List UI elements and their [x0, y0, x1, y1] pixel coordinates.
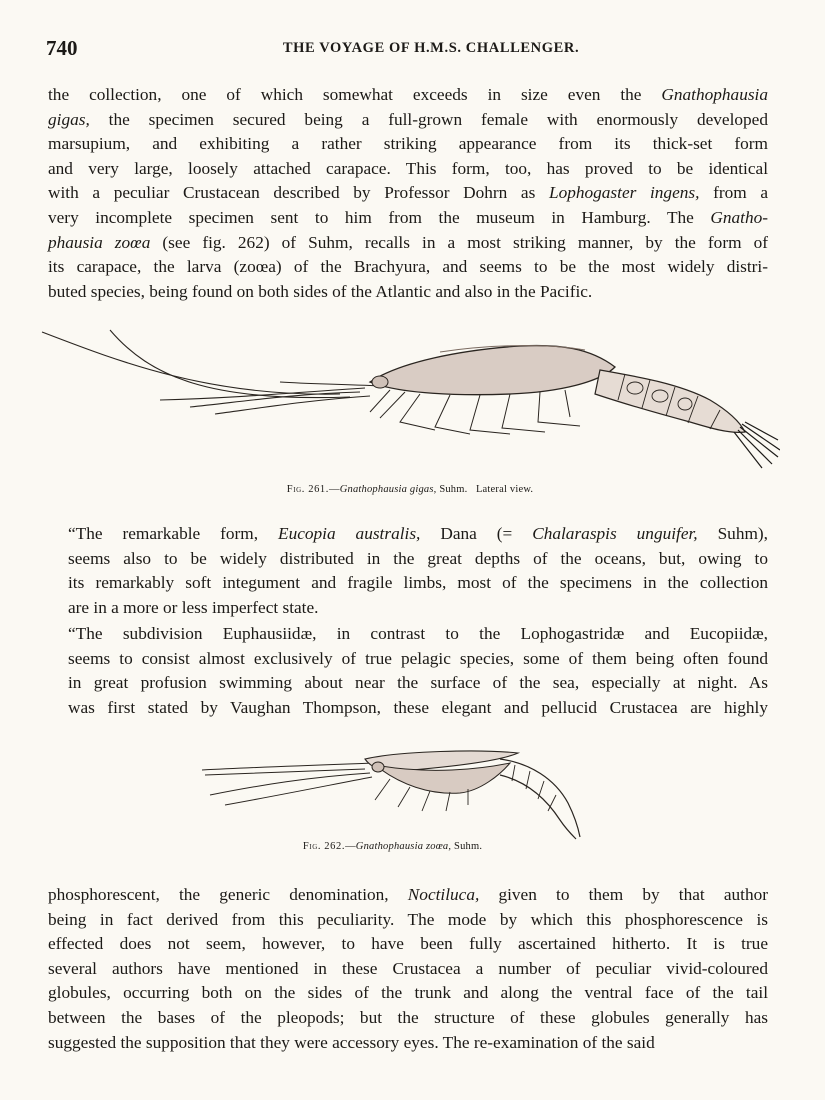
- text-line: gigas, the specimen secured being a full-grown female with enormously developed: [48, 109, 768, 129]
- text-line: “The subdivision Euphausiidæ, in contrast to the Lophogastridæ and Eucopiidæ,: [68, 624, 768, 643]
- running-head: [46, 36, 776, 62]
- text-line: phausia zoœa (see fig. 262) of Suhm, recalls in a most striking manner, by the form of: [48, 232, 768, 252]
- text-line: with a peculiar Crustacean described by Professor Dohrn as Lophogaster ingens, from a: [48, 183, 768, 203]
- author-name: Suhm.: [454, 841, 483, 852]
- text-line: the collection, one of which somewhat exceeds in size even the Gnathophausia: [48, 85, 768, 104]
- text-line: are in a more or less imperfect state.: [68, 597, 319, 617]
- view-label: Lateral view.: [475, 484, 534, 495]
- text-line: seems also to be widely distributed in the great depths of the oceans, but, owing to: [68, 548, 768, 568]
- text-line: was first stated by Vaughan Thompson, these elegant and pellucid Crustacea are highly: [68, 697, 768, 717]
- figure-label: Fig. 261.: [286, 484, 330, 495]
- header-title: THE VOYAGE OF H.M.S. CHALLENGER.: [282, 40, 580, 56]
- text-line: being in fact derived from this peculiarity. The mode by which this phosphorescence is: [48, 909, 768, 929]
- page-number: 740: [46, 36, 78, 60]
- figure-261-caption: Fig. 261.—Gnathophausia gigas, Suhm. Lateral view.: [286, 484, 534, 495]
- text-line: between the bases of the pleopods; but the structure of these globules generally has: [48, 1007, 768, 1027]
- species-name: Gnathophausia gigas,: [339, 484, 437, 495]
- paragraph-2: [48, 522, 768, 620]
- gnathophausia-zoea-illustration: [200, 745, 585, 840]
- paragraph-3: [48, 622, 768, 720]
- text-line: suggested the supposition that they were accessory eyes. The re-examination of the said: [48, 1032, 655, 1052]
- figure-261: [40, 322, 780, 500]
- paragraph-4: [48, 883, 768, 1055]
- text-line: “The remarkable form, Eucopia australis, Dana (= Chalaraspis unguifer, Suhm),: [68, 524, 768, 543]
- text-line: in great profusion swimming about near the surface of the sea, especially at night. As: [68, 673, 768, 693]
- gnathophausia-gigas-illustration: [40, 322, 780, 472]
- text-line: marsupium, and exhibiting a rather striking appearance from its thick-set form: [48, 134, 768, 154]
- paragraph-1: [48, 83, 768, 304]
- species-name: Gnathophausia zoœa,: [355, 841, 452, 852]
- text-line: its remarkably soft integument and fragile limbs, most of the specimens in the collection: [68, 573, 768, 593]
- figure-label: Fig. 262.: [302, 841, 346, 852]
- text-line: and very large, loosely attached carapace. This form, too, has proved to be identical: [48, 158, 768, 178]
- text-line: very incomplete specimen sent to him from the museum in Hamburg. The Gnatho-: [48, 207, 768, 227]
- text-line: globules, occurring both on the sides of the trunk and along the ventral face of the tail: [48, 983, 768, 1003]
- text-line: phosphorescent, the generic denomination, Noctiluca, given to them by that author: [48, 885, 768, 904]
- text-line: its carapace, the larva (zoœa) of the Brachyura, and seems to be the most widely distri-: [48, 257, 768, 277]
- figure-262-caption: Fig. 262.—Gnathophausia zoœa, Suhm.: [302, 841, 483, 852]
- text-line: effected does not seem, however, to have been fully ascertained hitherto. It is true: [48, 934, 768, 954]
- text-line: several authors have mentioned in these Crustacea a number of peculiar vivid-coloured: [48, 958, 768, 978]
- text-line: buted species, being found on both sides of the Atlantic and also in the Pacific.: [48, 281, 593, 301]
- text-line: seems to consist almost exclusively of true pelagic species, some of them being often found: [68, 648, 768, 668]
- figure-262: [200, 745, 585, 860]
- author-name: Suhm.: [439, 484, 468, 495]
